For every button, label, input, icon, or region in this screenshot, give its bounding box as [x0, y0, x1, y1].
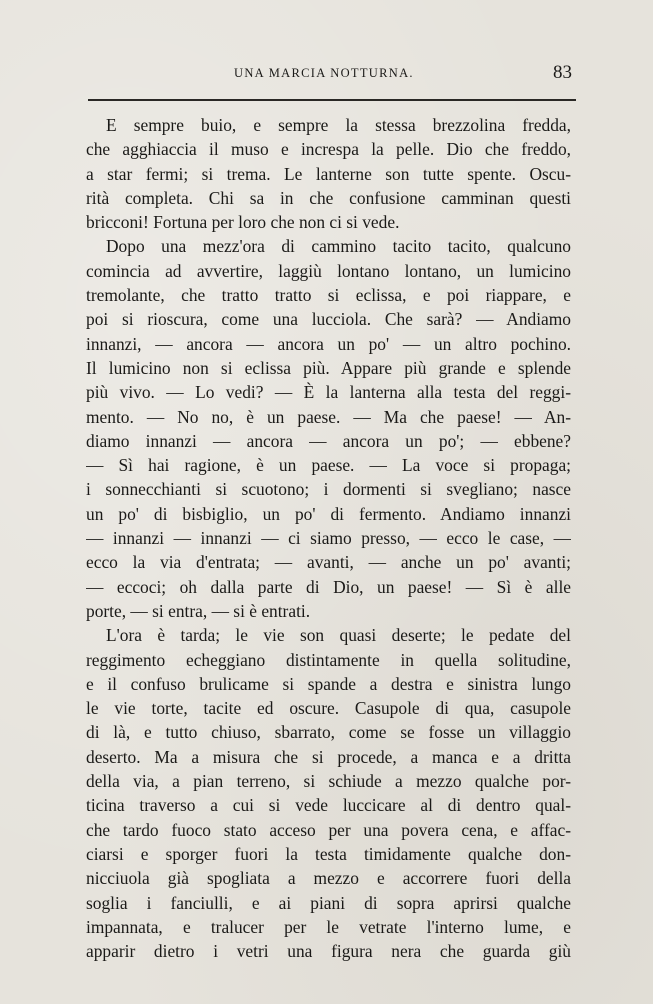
text-line: innanzi, — ancora — ancora un po' — un altro pochino. [86, 333, 571, 354]
text-line: Il lumicino non si eclissa più. Appare più grande e splende [86, 357, 571, 378]
text-line: bricconi! Fortuna per loro che non ci si vede. [86, 212, 400, 233]
text-line: apparir dietro i vetri una figura nera che guarda giù [86, 941, 571, 962]
text-line: della via, a pian terreno, si schiude a mezzo qualche por- [86, 771, 571, 792]
text-line: L'ora è tarda; le vie son quasi deserte; le pedate del [106, 625, 571, 646]
text-line: un po' di bisbiglio, un po' di fermento. Andiamo innanzi [86, 503, 571, 524]
running-title: UNA MARCIA NOTTURNA. [234, 66, 414, 80]
text-line: Dopo una mezz'ora di cammino tacito tacito, qualcuno [106, 236, 571, 257]
text-line: E sempre buio, e sempre la stessa brezzolina fredda, [106, 115, 571, 135]
running-head [86, 62, 576, 88]
page-number: 83 [553, 62, 572, 83]
text-line: che tardo fuoco stato acceso per una povera cena, e affac- [86, 819, 571, 840]
text-line: ticina traverso a cui si vede luccicare al di dentro qual- [86, 795, 571, 816]
text-line: — innanzi — innanzi — ci siamo presso, — ecco le case, — [86, 528, 571, 549]
text-line: comincia ad avvertire, laggiù lontano lontano, un lumicino [86, 260, 571, 281]
text-line: diamo innanzi — ancora — ancora un po'; — ebbene? [86, 430, 571, 451]
text-line: reggimento echeggiano distintamente in quella solitudine, [86, 649, 571, 670]
text-line: — eccoci; oh dalla parte di Dio, un paese! — Sì è alle [86, 576, 571, 597]
header-rule [88, 99, 576, 101]
text-line: poi si rioscura, come una lucciola. Che sarà? — Andiamo [86, 309, 571, 330]
text-line: rità completa. Chi sa in che confusione camminan questi [86, 187, 571, 208]
text-line: deserto. Ma a misura che si procede, a manca e a dritta [86, 746, 571, 767]
text-line: ecco la via d'entrata; — avanti, — anche un po' avanti; [86, 552, 571, 573]
text-line: mento. — No no, è un paese. — Ma che paese! — An- [86, 406, 571, 427]
body-text [86, 113, 571, 963]
text-line: — Sì hai ragione, è un paese. — La voce si propaga; [86, 455, 571, 476]
text-line: soglia i fanciulli, e ai piani di sopra aprirsi qualche [86, 892, 571, 913]
text-line: tremolante, che tratto tratto si eclissa, e poi riappare, e [86, 285, 571, 306]
text-line: le vie torte, tacite ed oscure. Casupole di qua, casupole [86, 698, 571, 719]
text-line: e il confuso brulicame si spande a destra e sinistra lungo [86, 673, 571, 694]
text-line: di là, e tutto chiuso, sbarrato, come se fosse un villaggio [86, 722, 571, 743]
text-line: i sonnecchianti si scuotono; i dormenti si svegliano; nasce [86, 479, 571, 500]
text-line: più vivo. — Lo vedi? — È la lanterna alla testa del reggi- [86, 382, 571, 403]
text-line: impannata, e tralucer per le vetrate l'interno lume, e [86, 916, 571, 937]
text-line: porte, — si entra, — si è entrati. [86, 600, 311, 621]
text-line: nicciuola già spogliata a mezzo e accorrere fuori della [86, 868, 571, 889]
text-line: ciarsi e sporger fuori la testa timidamente qualche don- [86, 843, 571, 864]
text-line: a star fermi; si trema. Le lanterne son tutte spente. Oscu- [86, 163, 571, 184]
text-line: che agghiaccia il muso e increspa la pelle. Dio che freddo, [86, 139, 571, 160]
